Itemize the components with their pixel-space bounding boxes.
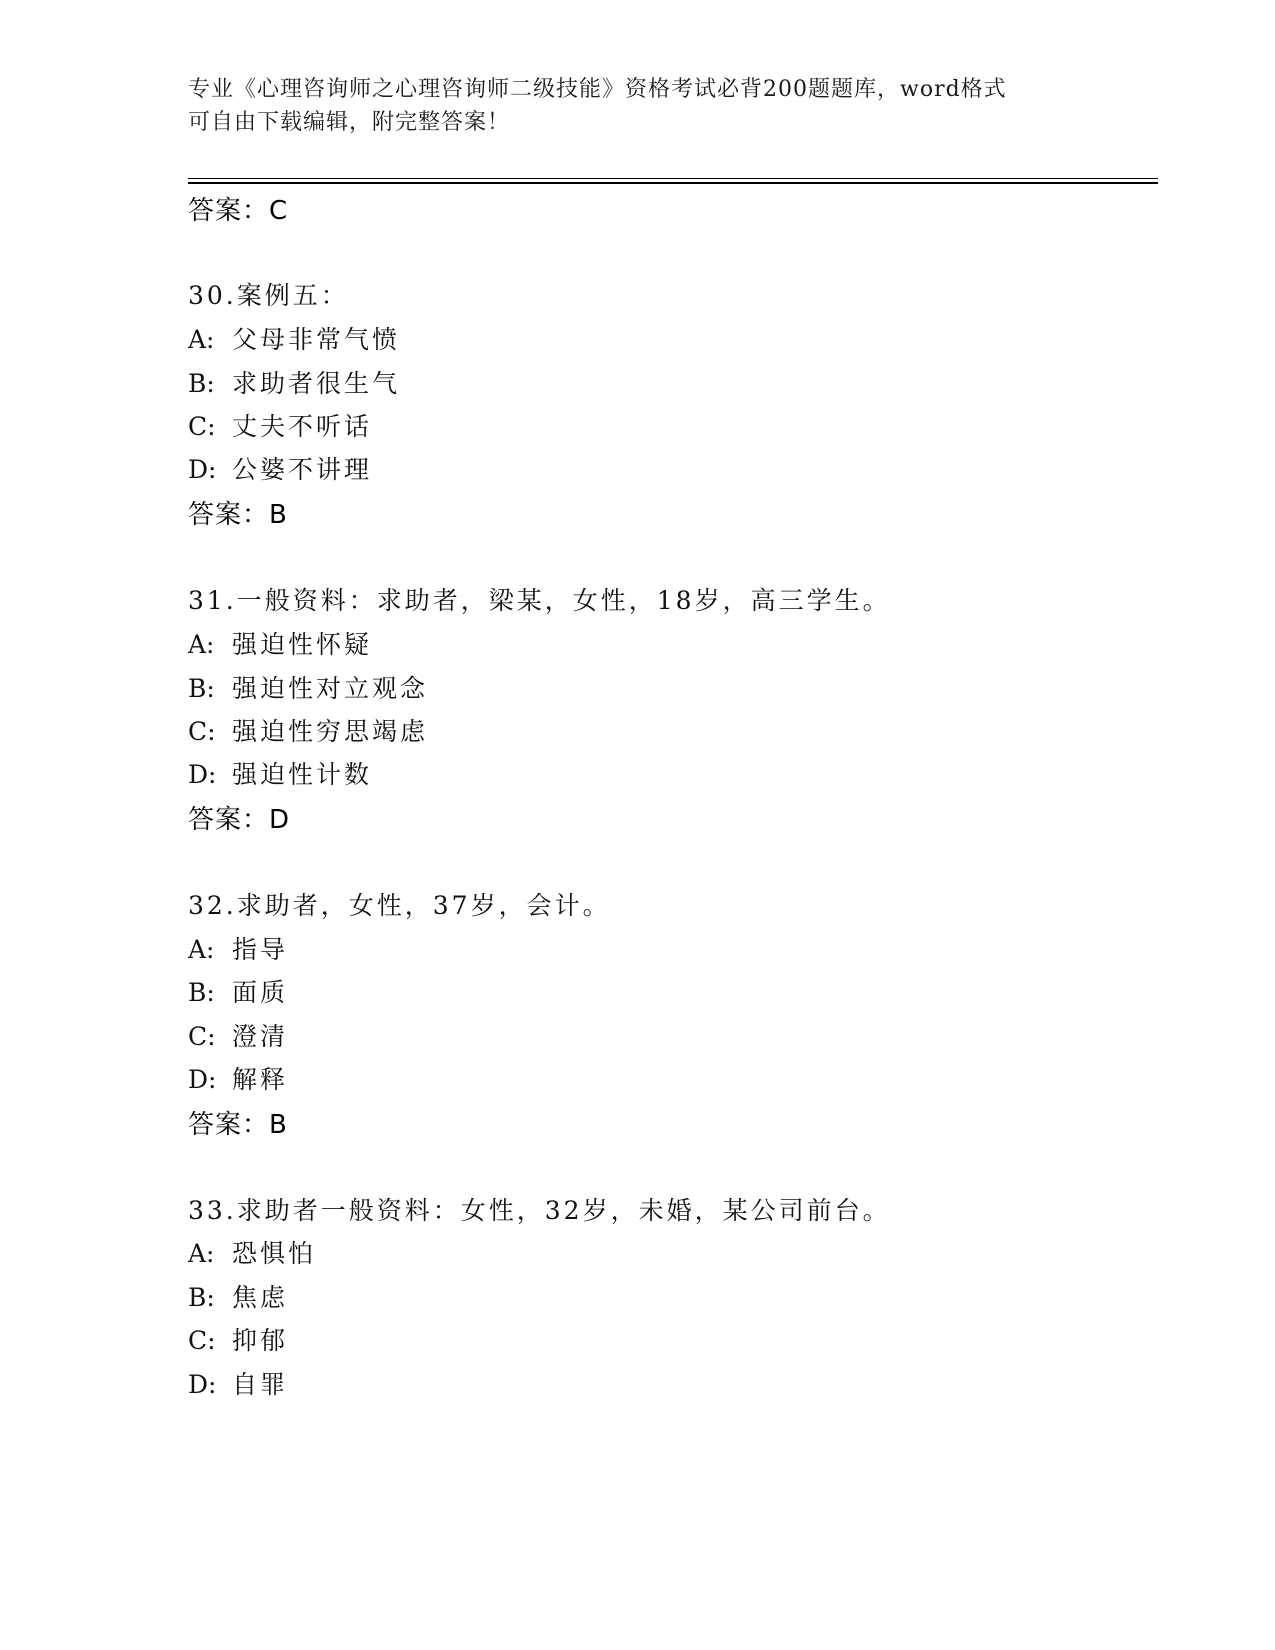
option-text: 丈夫不听话	[232, 412, 373, 441]
option-letter: A:	[188, 1239, 215, 1268]
question-30-option-a	[188, 320, 400, 356]
option-letter: B:	[188, 1283, 215, 1312]
option-letter: C:	[188, 1326, 216, 1355]
question-30-option-c	[188, 407, 372, 443]
option-letter: C:	[188, 412, 216, 441]
header-line-1: 专业《心理咨询师之心理咨询师二级技能》资格考试必背200题题库，word格式	[188, 77, 1007, 102]
question-32-option-c	[188, 1017, 288, 1053]
option-letter: A:	[188, 630, 215, 659]
question-31-option-d	[188, 755, 372, 791]
option-text: 自罪	[232, 1370, 289, 1399]
option-text: 澄清	[232, 1022, 289, 1051]
option-text: 面质	[232, 978, 289, 1007]
header-divider-thin	[188, 178, 1158, 179]
question-30-option-b	[188, 364, 400, 400]
question-32-stem: 32.求助者，女性，37岁，会计。	[188, 891, 611, 920]
option-letter: C:	[188, 1022, 216, 1051]
option-letter: D:	[188, 455, 217, 484]
question-33-option-c	[188, 1321, 288, 1357]
question-30-stem: 30.案例五：	[188, 281, 349, 310]
question-32-option-b	[188, 973, 288, 1009]
option-text: 父母非常气愤	[232, 325, 401, 354]
option-letter: D:	[188, 760, 217, 789]
answer-previous: 答案：C	[188, 196, 289, 226]
document-header	[188, 73, 1068, 139]
question-33-option-d	[188, 1365, 288, 1401]
header-line-2: 可自由下载编辑，附完整答案！	[188, 110, 511, 135]
question-31-option-a	[188, 625, 372, 661]
option-letter: C:	[188, 717, 216, 746]
option-text: 强迫性对立观念	[232, 674, 429, 703]
option-letter: D:	[188, 1065, 217, 1094]
question-32-option-a	[188, 930, 288, 966]
option-letter: B:	[188, 674, 215, 703]
question-31-option-c	[188, 712, 428, 748]
question-33-option-a	[188, 1234, 316, 1270]
question-33-option-b	[188, 1278, 288, 1314]
answer-32: 答案：B	[188, 1110, 288, 1140]
option-letter: B:	[188, 369, 215, 398]
option-text: 抑郁	[232, 1326, 289, 1355]
option-text: 焦虑	[232, 1283, 289, 1312]
option-text: 解释	[232, 1065, 289, 1094]
question-32-option-d	[188, 1060, 288, 1096]
option-letter: D:	[188, 1370, 217, 1399]
option-text: 求助者很生气	[232, 369, 401, 398]
question-33-stem: 33.求助者一般资料：女性，32岁，未婚，某公司前台。	[188, 1196, 891, 1225]
answer-31: 答案：D	[188, 805, 291, 835]
header-divider-thick	[188, 182, 1158, 184]
option-text: 强迫性怀疑	[232, 630, 373, 659]
option-text: 强迫性计数	[232, 760, 373, 789]
option-letter: A:	[188, 325, 215, 354]
question-30-option-d	[188, 450, 372, 486]
option-text: 强迫性穷思竭虑	[232, 717, 429, 746]
option-text: 指导	[232, 935, 289, 964]
option-letter: B:	[188, 978, 215, 1007]
option-text: 公婆不讲理	[232, 455, 373, 484]
option-text: 恐惧怕	[232, 1239, 317, 1268]
answer-30: 答案：B	[188, 500, 288, 530]
question-31-option-b	[188, 669, 428, 705]
question-31-stem: 31.一般资料：求助者，梁某，女性，18岁，高三学生。	[188, 586, 891, 615]
option-letter: A:	[188, 935, 215, 964]
